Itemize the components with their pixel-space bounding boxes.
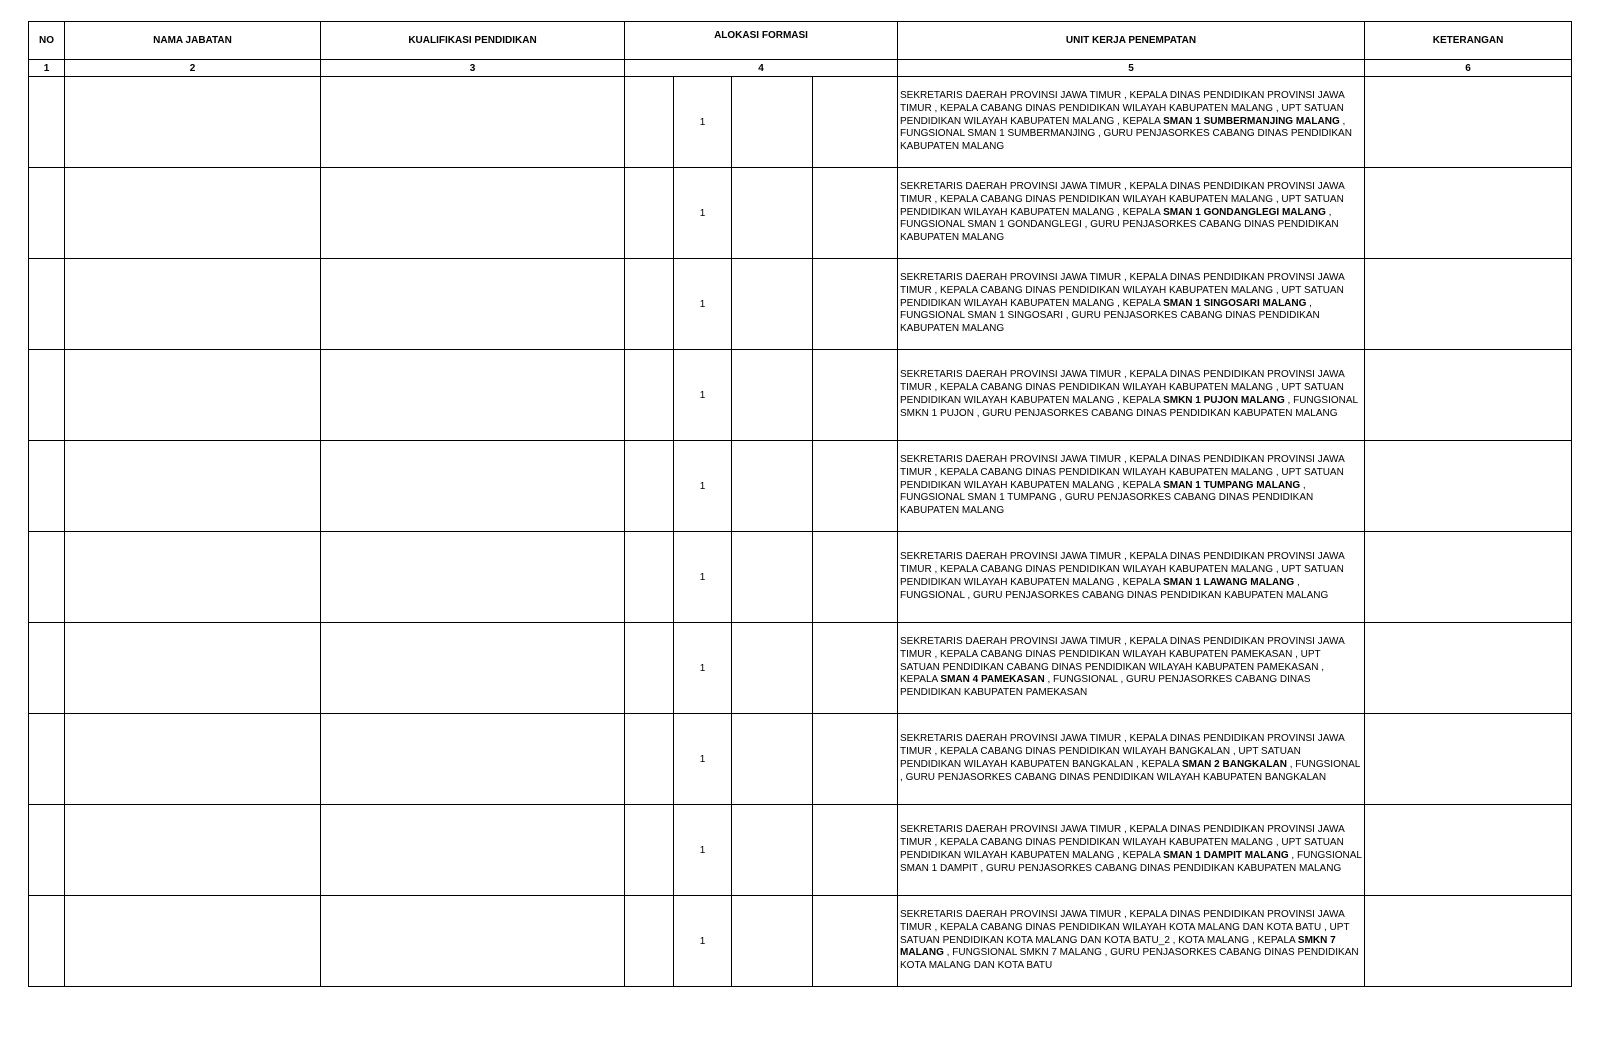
- column-number-row: [29, 60, 1572, 77]
- alokasi-cell-a: [625, 805, 674, 896]
- unit-text: SEKRETARIS DAERAH PROVINSI JAWA TIMUR , KEPALA DINAS PENDIDIKAN PROVINSI JAWA TIMUR , KEPALA CABANG DINAS PENDIDIKAN WILAYAH KOTA MALANG DAN KOTA BATU , UPT SATUAN PENDIDIKAN KOTA MALANG DAN KOTA BATU_2 , KOTA MALANG , KEPALA: [900, 909, 1350, 946]
- nama-jabatan-cell: [65, 441, 321, 532]
- nama-jabatan-cell: [65, 259, 321, 350]
- school-name: SMKN 1 PUJON MALANG: [1163, 395, 1285, 406]
- keterangan-cell: [1365, 623, 1572, 714]
- kualifikasi-cell: [321, 896, 625, 987]
- column-number: 4: [625, 60, 898, 77]
- nama-jabatan-cell: [65, 805, 321, 896]
- keterangan-cell: [1365, 896, 1572, 987]
- unit-text: , FUNGSIONAL SMAN 1 SUMBERMANJING , GURU PENJASORKES CABANG DINAS PENDIDIKAN KABUPATEN MALANG: [900, 115, 1352, 153]
- keterangan-cell: [1365, 259, 1572, 350]
- alokasi-cell-a: [625, 896, 674, 987]
- column-number: 6: [1365, 60, 1572, 77]
- unit-kerja-cell: [898, 623, 1365, 714]
- header-keterangan: KETERANGAN: [1365, 22, 1572, 60]
- unit-text: SEKRETARIS DAERAH PROVINSI JAWA TIMUR , KEPALA DINAS PENDIDIKAN PROVINSI JAWA TIMUR , KEPALA CABANG DINAS PENDIDIKAN WILAYAH KABUPATEN MALANG , UPT SATUAN PENDIDIKAN WILAYAH KABUPATEN MALANG , KEPALA: [900, 369, 1345, 406]
- alokasi-cell-a: [625, 168, 674, 259]
- alokasi-cell-d: [813, 77, 898, 168]
- unit-text: , FUNGSIONAL SMAN 1 GONDANGLEGI , GURU PENJASORKES CABANG DINAS PENDIDIKAN KABUPATEN MALANG: [900, 206, 1339, 244]
- table-row: [29, 77, 1572, 168]
- no-cell: [29, 350, 65, 441]
- alokasi-cell-c: [732, 77, 813, 168]
- unit-kerja-cell: [898, 259, 1365, 350]
- alokasi-cell-d: [813, 714, 898, 805]
- kualifikasi-cell: [321, 77, 625, 168]
- alokasi-cell-a: [625, 77, 674, 168]
- keterangan-cell: [1365, 168, 1572, 259]
- unit-text: , FUNGSIONAL , GURU PENJASORKES CABANG DINAS PENDIDIKAN KABUPATEN PAMEKASAN: [900, 674, 1311, 699]
- unit-text: , FUNGSIONAL , GURU PENJASORKES CABANG DINAS PENDIDIKAN KABUPATEN MALANG: [900, 577, 1329, 601]
- kualifikasi-cell: [321, 168, 625, 259]
- keterangan-cell: [1365, 714, 1572, 805]
- no-cell: [29, 532, 65, 623]
- unit-text: , FUNGSIONAL SMAN 1 DAMPIT , GURU PENJASORKES CABANG DINAS PENDIDIKAN KABUPATEN MALANG: [900, 850, 1362, 874]
- no-cell: [29, 77, 65, 168]
- alokasi-cell-d: [813, 623, 898, 714]
- alokasi-qty-cell: 1: [674, 714, 732, 805]
- no-cell: [29, 896, 65, 987]
- header-row: [29, 22, 1572, 60]
- column-number: 5: [898, 60, 1365, 77]
- keterangan-cell: [1365, 350, 1572, 441]
- school-name: SMAN 1 DAMPIT MALANG: [1163, 850, 1289, 861]
- header-alokasi-formasi: ALOKASI FORMASI: [625, 22, 898, 60]
- alokasi-qty-cell: 1: [674, 168, 732, 259]
- nama-jabatan-cell: [65, 350, 321, 441]
- school-name: SMKN 7 MALANG: [900, 934, 1336, 959]
- school-name: SMAN 1 SUMBERMANJING MALANG: [1163, 115, 1340, 127]
- nama-jabatan-cell: [65, 896, 321, 987]
- school-name: SMAN 1 GONDANGLEGI MALANG: [1163, 206, 1326, 218]
- unit-kerja-cell: [898, 805, 1365, 896]
- table-row: [29, 532, 1572, 623]
- alokasi-cell-d: [813, 805, 898, 896]
- kualifikasi-cell: [321, 623, 625, 714]
- unit-text: SEKRETARIS DAERAH PROVINSI JAWA TIMUR , KEPALA DINAS PENDIDIKAN PROVINSI JAWA TIMUR , KEPALA CABANG DINAS PENDIDIKAN WILAYAH KABUPATEN MALANG , UPT SATUAN PENDIDIKAN WILAYAH KABUPATEN MALANG , KEPALA: [900, 272, 1345, 309]
- alokasi-cell-d: [813, 259, 898, 350]
- unit-kerja-cell: [898, 532, 1365, 623]
- unit-text: SEKRETARIS DAERAH PROVINSI JAWA TIMUR , KEPALA DINAS PENDIDIKAN PROVINSI JAWA TIMUR , KEPALA CABANG DINAS PENDIDIKAN WILAYAH KABUPATEN MALANG , UPT SATUAN PENDIDIKAN WILAYAH KABUPATEN MALANG , KEPALA: [900, 181, 1345, 218]
- alokasi-qty-cell: 1: [674, 350, 732, 441]
- table-row: [29, 259, 1572, 350]
- unit-text: , FUNGSIONAL SMKN 7 MALANG , GURU PENJASORKES CABANG DINAS PENDIDIKAN KOTA MALANG DAN KOTA BATU: [900, 947, 1359, 972]
- kualifikasi-cell: [321, 805, 625, 896]
- school-name: SMAN 1 TUMPANG MALANG: [1163, 479, 1301, 491]
- alokasi-cell-d: [813, 168, 898, 259]
- nama-jabatan-cell: [65, 714, 321, 805]
- unit-text: SEKRETARIS DAERAH PROVINSI JAWA TIMUR , KEPALA DINAS PENDIDIKAN PROVINSI JAWA TIMUR , KEPALA CABANG DINAS PENDIDIKAN WILAYAH BANGKALAN , UPT SATUAN PENDIDIKAN WILAYAH KABUPATEN BANGKALAN , KEPALA: [900, 733, 1345, 770]
- alokasi-cell-c: [732, 350, 813, 441]
- unit-text: , FUNGSIONAL SMKN 1 PUJON , GURU PENJASORKES CABANG DINAS PENDIDIKAN KABUPATEN MALANG: [900, 395, 1358, 419]
- nama-jabatan-cell: [65, 532, 321, 623]
- alokasi-cell-c: [732, 259, 813, 350]
- formasi-table: [28, 21, 1572, 987]
- no-cell: [29, 714, 65, 805]
- alokasi-qty-cell: 1: [674, 896, 732, 987]
- keterangan-cell: [1365, 805, 1572, 896]
- no-cell: [29, 168, 65, 259]
- unit-kerja-cell: [898, 350, 1365, 441]
- header-unit-kerja-penempatan: UNIT KERJA PENEMPATAN: [898, 22, 1365, 60]
- alokasi-cell-a: [625, 532, 674, 623]
- nama-jabatan-cell: [65, 623, 321, 714]
- header-nama-jabatan: NAMA JABATAN: [65, 22, 321, 60]
- alokasi-cell-d: [813, 350, 898, 441]
- alokasi-qty-cell: 1: [674, 441, 732, 532]
- column-number: 2: [65, 60, 321, 77]
- unit-kerja-cell: [898, 896, 1365, 987]
- school-name: SMAN 1 LAWANG MALANG: [1163, 577, 1295, 588]
- column-number: 3: [321, 60, 625, 77]
- unit-text: SEKRETARIS DAERAH PROVINSI JAWA TIMUR , KEPALA DINAS PENDIDIKAN PROVINSI JAWA TIMUR , KEPALA CABANG DINAS PENDIDIKAN WILAYAH KABUPATEN MALANG , UPT SATUAN PENDIDIKAN WILAYAH KABUPATEN MALANG , KEPALA: [900, 824, 1345, 861]
- alokasi-cell-a: [625, 714, 674, 805]
- no-cell: [29, 441, 65, 532]
- unit-text: SEKRETARIS DAERAH PROVINSI JAWA TIMUR , KEPALA DINAS PENDIDIKAN PROVINSI JAWA TIMUR , KEPALA CABANG DINAS PENDIDIKAN WILAYAH KABUPATEN MALANG , UPT SATUAN PENDIDIKAN WILAYAH KABUPATEN MALANG , KEPALA: [900, 551, 1345, 588]
- alokasi-cell-a: [625, 259, 674, 350]
- header-no: NO: [29, 22, 65, 60]
- alokasi-cell-c: [732, 168, 813, 259]
- alokasi-cell-c: [732, 805, 813, 896]
- unit-text: , FUNGSIONAL , GURU PENJASORKES CABANG DINAS PENDIDIKAN WILAYAH KABUPATEN BANGKALAN: [900, 759, 1360, 783]
- unit-text: SEKRETARIS DAERAH PROVINSI JAWA TIMUR , KEPALA DINAS PENDIDIKAN PROVINSI JAWA TIMUR , KEPALA CABANG DINAS PENDIDIKAN WILAYAH KABUPATEN MALANG , UPT SATUAN PENDIDIKAN WILAYAH KABUPATEN MALANG , KEPALA: [900, 454, 1345, 491]
- keterangan-cell: [1365, 77, 1572, 168]
- no-cell: [29, 259, 65, 350]
- table-row: [29, 805, 1572, 896]
- school-name: SMAN 4 PAMEKASAN: [940, 674, 1045, 686]
- no-cell: [29, 623, 65, 714]
- table-row: [29, 623, 1572, 714]
- nama-jabatan-cell: [65, 168, 321, 259]
- table-row: [29, 896, 1572, 987]
- table-row: [29, 714, 1572, 805]
- table-row: [29, 168, 1572, 259]
- keterangan-cell: [1365, 532, 1572, 623]
- alokasi-qty-cell: 1: [674, 805, 732, 896]
- unit-text: , FUNGSIONAL SMAN 1 SINGOSARI , GURU PENJASORKES CABANG DINAS PENDIDIKAN KABUPATEN MALANG: [900, 297, 1320, 335]
- unit-kerja-cell: [898, 77, 1365, 168]
- kualifikasi-cell: [321, 532, 625, 623]
- alokasi-cell-a: [625, 441, 674, 532]
- alokasi-cell-c: [732, 532, 813, 623]
- alokasi-qty-cell: 1: [674, 623, 732, 714]
- alokasi-cell-c: [732, 714, 813, 805]
- alokasi-qty-cell: 1: [674, 532, 732, 623]
- alokasi-cell-a: [625, 350, 674, 441]
- column-number: 1: [29, 60, 65, 77]
- alokasi-cell-d: [813, 532, 898, 623]
- alokasi-cell-c: [732, 896, 813, 987]
- school-name: SMAN 2 BANGKALAN: [1181, 759, 1287, 770]
- unit-kerja-cell: [898, 714, 1365, 805]
- table-row: [29, 441, 1572, 532]
- kualifikasi-cell: [321, 441, 625, 532]
- alokasi-qty-cell: 1: [674, 259, 732, 350]
- school-name: SMAN 1 SINGOSARI MALANG: [1163, 297, 1307, 309]
- unit-text: SEKRETARIS DAERAH PROVINSI JAWA TIMUR , KEPALA DINAS PENDIDIKAN PROVINSI JAWA TIMUR , KEPALA CABANG DINAS PENDIDIKAN WILAYAH KABUPATEN MALANG , UPT SATUAN PENDIDIKAN WILAYAH KABUPATEN MALANG , KEPALA: [900, 90, 1345, 127]
- alokasi-cell-c: [732, 441, 813, 532]
- keterangan-cell: [1365, 441, 1572, 532]
- unit-text: SEKRETARIS DAERAH PROVINSI JAWA TIMUR , KEPALA DINAS PENDIDIKAN PROVINSI JAWA TIMUR , KEPALA CABANG DINAS PENDIDIKAN WILAYAH KABUPATEN PAMEKASAN , UPT SATUAN PENDIDIKAN CABANG DINAS PENDIDIKAN WILAYAH KABUPATEN PAMEKASAN , KEPALA: [900, 636, 1345, 686]
- alokasi-cell-d: [813, 441, 898, 532]
- alokasi-cell-c: [732, 623, 813, 714]
- unit-kerja-cell: [898, 441, 1365, 532]
- unit-kerja-cell: [898, 168, 1365, 259]
- header-kualifikasi-pendidikan: KUALIFIKASI PENDIDIKAN: [321, 22, 625, 60]
- alokasi-cell-d: [813, 896, 898, 987]
- no-cell: [29, 805, 65, 896]
- kualifikasi-cell: [321, 350, 625, 441]
- nama-jabatan-cell: [65, 77, 321, 168]
- unit-text: , FUNGSIONAL SMAN 1 TUMPANG , GURU PENJASORKES CABANG DINAS PENDIDIKAN KABUPATEN MALANG: [900, 479, 1314, 517]
- kualifikasi-cell: [321, 259, 625, 350]
- alokasi-qty-cell: 1: [674, 77, 732, 168]
- kualifikasi-cell: [321, 714, 625, 805]
- alokasi-cell-a: [625, 623, 674, 714]
- table-row: [29, 350, 1572, 441]
